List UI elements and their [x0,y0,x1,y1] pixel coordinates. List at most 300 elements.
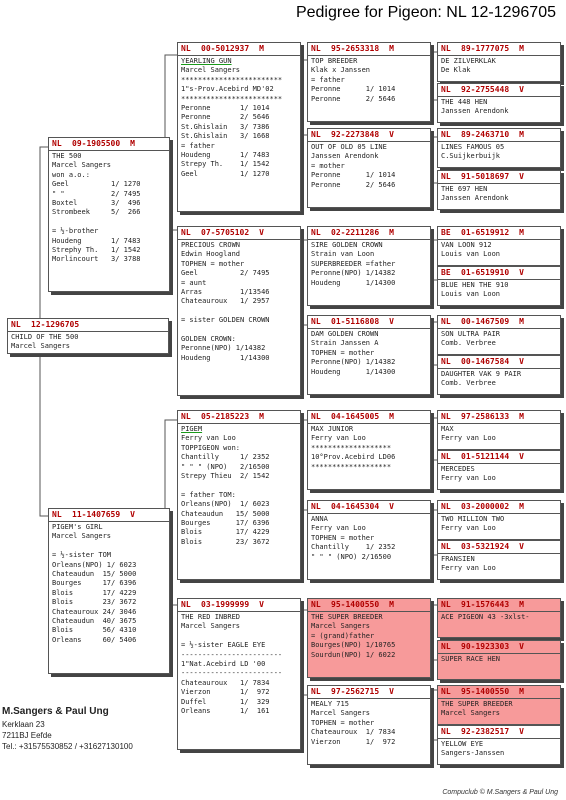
sex-code: V [519,727,524,736]
pedigree-line: YELLOW EYE [441,740,484,748]
ring-number: 91-1576443 [461,600,510,609]
pedigree-line: Chateauroux 1/ 7834 [181,678,270,687]
ring-number: 01-5116808 [331,317,380,326]
pedigree-h2 [437,83,561,123]
pedigree-lines [438,424,560,445]
sex-code: V [519,542,524,551]
pedigree-line: THE 697 HEN [441,185,488,193]
pedigree-line: Ferry van Loo [181,434,236,443]
sex-code: V [259,228,264,237]
pedigree-line: ACE PIGEON 43 -3xlst- [441,613,530,621]
pedigree-line [181,632,297,641]
country-code: NL [311,228,321,237]
pedigree-lines [308,514,430,563]
pedigree-line: Edwin Hoogland [181,250,241,259]
pedigree-line: 1"Nat.Acebird LD '00 [181,659,266,668]
pedigree-line: Comb. Verbree [441,379,496,388]
pedigree-line: TOPHEN = mother [311,348,375,357]
sex-code: M [259,44,264,53]
pedigree-line: Geel 1/ 1270 [181,169,270,178]
pedigree-lines [308,424,430,473]
pedigree-line: TOPPIGEON won: [181,443,241,452]
pedigree-line: ------------------------ [181,669,283,678]
pedigree-h11 [437,500,561,540]
pedigree-line: Comb. Verbree [441,339,496,348]
pedigree-line: Louis van Loon [441,290,501,299]
pedigree-line: Bourges 17/ 6396 [52,579,137,588]
pedigree-line: PIGEM [181,425,203,433]
pedigree-lines [438,654,560,675]
pedigree-dam [48,508,170,674]
pedigree-line: Morlincourt 3/ 3788 [52,255,141,264]
pedigree-line: TOP BREEDER [311,57,358,65]
pedigree-line: Janssen Arendonk [441,194,509,203]
country-code: BE [441,268,451,277]
pedigree-h9 [437,410,561,450]
pedigree-h3 [437,128,561,168]
pedigree-line: Marcel Sangers [181,622,241,631]
pedigree-lines [308,329,430,378]
ring-number: 92-2382517 [461,727,510,736]
pedigree-line: Bourges(NPO) 1/10765 [311,641,396,650]
country-code: NL [441,452,451,461]
pedigree-line: Peronne(NPO) 1/14382 [181,344,266,353]
ring-number: 90-1923303 [461,642,510,651]
ring-number: 00-5012937 [201,44,250,53]
ring-number: 92-2273848 [331,130,380,139]
pedigree-line: = father TOM: [181,490,236,499]
pedigree-h10 [437,450,561,490]
pedigree-h8 [437,355,561,395]
pedigree-line: Chateaudun 15/ 5000 [181,509,270,518]
pedigree-line: VAN LOON 912 [441,241,492,249]
pedigree-line: Geel 1/ 1270 [52,180,141,189]
pedigree-g7 [307,598,431,678]
pedigree-line: BLUE HEN THE 910 [441,281,509,289]
pedigree-line: Strain Janssen A [311,339,379,348]
country-code: NL [311,687,321,696]
pedigree-line: Sangers-Janssen [441,749,505,758]
sex-code: V [519,642,524,651]
country-code: NL [441,727,451,736]
pedigree-line: Arras 1/13546 [181,287,270,296]
owner-name: M.Sangers & Paul Ung [2,706,109,717]
pedigree-line: DAUGHTER VAK 9 PAIR [441,370,522,378]
pedigree-line: Ferry van Loo [311,524,366,533]
country-code: NL [441,317,451,326]
pedigree-line: Vierzon 1/ 972 [311,737,396,746]
sex-code: M [519,600,524,609]
pedigree-sire [48,137,170,292]
pedigree-line: DE ZILVERKLAK [441,57,496,65]
sex-code: V [519,85,524,94]
pedigree-h6 [437,266,561,306]
pedigree-line: = mother [311,161,345,170]
pedigree-line: Ferry van Loo [441,524,496,533]
pedigree-line: THE SUPER BREEDER [441,700,513,708]
pedigree-lines [178,612,300,717]
pedigree-line: ANNA [311,515,328,523]
pedigree-line: ************************ [181,75,283,84]
pedigree-lines [8,332,168,353]
pedigree-line: = father [181,141,215,150]
country-code: NL [441,542,451,551]
country-code: NL [311,317,321,326]
sex-code: M [130,139,135,148]
sex-code: V [389,130,394,139]
pedigree-line: MERCEDES [441,465,475,473]
pedigree-line: Chateaudun 15/ 5000 [52,569,137,578]
pedigree-line: Boxtel 3/ 496 [52,198,141,207]
ring-number: 91-5018697 [461,172,510,181]
country-code: NL [181,44,191,53]
pedigree-line [181,326,297,335]
ring-number: 89-2463710 [461,130,510,139]
pedigree-line: = ½-sister EAGLE EYE [181,641,266,650]
pedigree-line: PIGEM's GIRL [52,523,103,531]
pedigree-line: Bourges 17/ 6396 [181,518,270,527]
software-credit: Compuclub © M.Sangers & Paul Ung [442,789,558,796]
pedigree-line: MAX JUNIOR [311,425,354,433]
country-code: NL [441,687,451,696]
pedigree-line: ******************* [311,462,392,471]
pedigree-line: Chateaudun 40/ 3675 [52,616,137,625]
country-code: NL [441,85,451,94]
pedigree-line: Strombeek 5/ 266 [52,208,141,217]
pedigree-h15 [437,685,561,725]
owner-phone: Tel.: +31575530852 / +31627130100 [2,742,133,751]
pedigree-lines [438,240,560,261]
pedigree-line: De Klak [441,66,471,75]
pedigree-lines [438,280,560,301]
ring-number: 09-1905500 [72,139,121,148]
pedigree-lines [308,56,430,105]
country-code: NL [441,642,451,651]
pedigree-line: Peronne 2/ 5646 [311,180,396,189]
pedigree-line: = ½-brother [52,227,99,236]
sex-code: M [519,317,524,326]
pedigree-lines [438,369,560,390]
ring-number: 05-2185223 [201,412,250,421]
pedigree-line: THE RED INBRED [181,613,241,621]
sex-code: M [519,130,524,139]
pedigree-line: ******************* [311,443,392,452]
pedigree-line: TWO MILLION TWO [441,515,505,523]
pedigree-line: FRANSIEN [441,555,475,563]
pedigree-line: Houdeng 1/14300 [311,278,396,287]
pedigree-line: SIRE GOLDEN CROWN [311,241,383,249]
ring-number: 07-5705102 [201,228,250,237]
ring-number: 00-1467584 [461,357,510,366]
pedigree-line: C.Suijkerbuijk [441,152,501,161]
country-code: NL [311,44,321,53]
sex-code: V [130,510,135,519]
pedigree-g5 [307,410,431,490]
pedigree-line: Peronne(NPO) 1/14382 [311,358,396,367]
pedigree-line: Strain van Loon [311,250,375,259]
pedigree-line: Vierzon 1/ 972 [181,688,270,697]
pedigree-line: Orleans(NPO) 1/ 6023 [181,500,270,509]
pedigree-h16 [437,725,561,765]
pedigree-line: THE 448 HEN [441,98,488,106]
pedigree-lines [438,97,560,118]
pedigree-line: Blois 17/ 4229 [52,588,137,597]
pedigree-line: TOPHEN = mother [311,718,375,727]
pedigree-line: Strephy Th. 1/ 1542 [52,245,141,254]
pedigree-line: OUT OF OLD 05 LINE [311,143,387,151]
pedigree-lines [438,699,560,720]
pedigree-line: DAM GOLDEN CROWN [311,330,379,338]
pedigree-lines [178,240,300,364]
pedigree-h12 [437,540,561,580]
pedigree-line: 1"s-Prov.Acebird MD'02 [181,85,274,94]
pedigree-line: Peronne 2/ 5646 [311,94,396,103]
ring-number: 95-1400550 [331,600,380,609]
ring-number: 02-2211286 [331,228,380,237]
country-code: NL [311,600,321,609]
pedigree-sire-sire [177,42,301,212]
pedigree-g4 [307,315,431,395]
country-code: NL [441,412,451,421]
pedigree-line: ************************ [181,94,283,103]
pedigree-line: LINES FAMOUS 05 [441,143,505,151]
pedigree-line: Orleans 60/ 5406 [52,635,137,644]
country-code: NL [441,130,451,139]
pedigree-line: Marcel Sangers [441,709,501,718]
ring-number: 95-2653318 [331,44,380,53]
sex-code: M [519,44,524,53]
pedigree-lines [438,329,560,350]
pedigree-line: = ½-sister TOM [52,551,112,560]
pedigree-line: " " " (NPO) 2/16500 [311,552,392,561]
pedigree-lines [178,56,300,180]
pedigree-line: Duffel 1/ 329 [181,697,270,706]
ring-number: 11-1407659 [72,510,121,519]
pedigree-line: SON ULTRA PAIR [441,330,501,338]
pedigree-lines [438,739,560,760]
pedigree-g2 [307,128,431,208]
pedigree-lines [49,522,169,646]
pedigree-lines [438,464,560,485]
pedigree-line: Ferry van Loo [441,564,496,573]
pedigree-line: SUPERBREEDER =father [311,259,396,268]
pedigree-line: Strepy Thieu 2/ 1542 [181,471,270,480]
sex-code: M [259,412,264,421]
country-code: NL [181,600,191,609]
pedigree-line: Peronne 1/ 1014 [311,85,396,94]
pedigree-line [181,307,297,316]
owner-street: Kerklaan 23 [2,720,45,729]
pedigree-g3 [307,226,431,306]
pedigree-line: Marcel Sangers [311,622,371,631]
country-code: NL [441,502,451,511]
pedigree-line: Geel 2/ 7495 [181,269,270,278]
country-code: NL [181,412,191,421]
pedigree-line: Houdeng 1/14300 [181,353,270,362]
pedigree-lines [438,612,560,633]
page-title: Pedigree for Pigeon: NL 12-1296705 [295,4,556,21]
country-code: NL [52,139,62,148]
pedigree-line: Marcel Sangers [181,66,241,75]
pedigree-line: Peronne 2/ 5646 [181,113,270,122]
country-code: BE [441,228,451,237]
pedigree-line [52,542,166,551]
pedigree-line: GOLDEN CROWN: [181,334,236,343]
pedigree-dam-sire [177,410,301,580]
pedigree-lines [438,56,560,77]
pedigree-line: Strepy Th. 1/ 1542 [181,160,270,169]
pedigree-g8 [307,685,431,765]
ring-number: 03-5321924 [461,542,510,551]
sex-code: M [519,412,524,421]
sex-code: M [389,600,394,609]
pedigree-line: Peronne(NPO) 1/14382 [311,269,396,278]
country-code: NL [441,357,451,366]
pedigree-lines [178,424,300,548]
pedigree-line: Marcel Sangers [311,709,371,718]
pedigree-line: Ferry van Loo [441,434,496,443]
sex-code: M [389,228,394,237]
owner-city: 7211BJ Eefde [2,731,52,740]
pedigree-line: Chateauroux 1/ 7834 [311,728,396,737]
ring-number: 97-2586133 [461,412,510,421]
pedigree-line: Blois 17/ 4229 [181,528,270,537]
ring-number: 04-1645304 [331,502,380,511]
pedigree-line: TOPHEN = mother [181,259,245,268]
country-code: NL [311,412,321,421]
pedigree-line: Houdeng 1/ 7483 [181,150,270,159]
pedigree-line: St.Ghislain 3/ 1668 [181,132,270,141]
pedigree-line: YEARLING GUN [181,57,232,65]
pedigree-lines [438,184,560,205]
ring-number: 89-1777075 [461,44,510,53]
pedigree-line: Blois 23/ 3672 [181,537,270,546]
ring-number: 92-2755448 [461,85,510,94]
pedigree-g1 [307,42,431,122]
pedigree-line: Ferry van Loo [441,474,496,483]
ring-number: 03-2000002 [461,502,510,511]
pedigree-line: Sourdun(NPO) 1/ 6022 [311,650,396,659]
pedigree-line: = aunt [181,278,207,287]
pedigree-line: Chantilly 1/ 2352 [181,453,270,462]
pedigree-line [52,218,166,227]
ring-number: 01-6519910 [461,268,510,277]
pedigree-line: Klak x Janssen [311,66,371,75]
pedigree-line: Janssen Arendonk [441,107,509,116]
pedigree-line: Peronne 1/ 1014 [181,103,270,112]
sex-code: M [519,687,524,696]
pedigree-h4 [437,170,561,210]
ring-number: 00-1467509 [461,317,510,326]
pedigree-line: Peronne 1/ 1014 [311,171,396,180]
pedigree-line: St.Ghislain 3/ 7386 [181,122,270,131]
pedigree-lines [308,699,430,748]
ring-number: 97-2562715 [331,687,380,696]
pedigree-line: Chantilly 1/ 2352 [311,543,396,552]
pedigree-line: MAX [441,425,454,433]
sex-code: V [259,600,264,609]
sex-code: V [389,687,394,696]
pedigree-line: SUPER RACE HEN [441,655,501,663]
country-code: NL [52,510,62,519]
pedigree-line: Marcel Sangers [52,532,112,541]
country-code: NL [311,130,321,139]
pedigree-line: " " 2/ 7495 [52,189,141,198]
pedigree-lines [49,151,169,266]
ring-number: 03-1999999 [201,600,250,609]
pedigree-line: 10°Prov.Acebird LD06 [311,453,396,462]
pedigree-line: Blois 56/ 4310 [52,626,137,635]
pedigree-lines [308,142,430,191]
pedigree-line: Blois 23/ 3672 [52,598,137,607]
pedigree-line: CHILD OF THE 500 [11,333,79,341]
pedigree-line: Orleans 1/ 161 [181,706,270,715]
ring-number: 04-1645005 [331,412,380,421]
pedigree-h13 [437,598,561,638]
sex-code: M [389,412,394,421]
country-code: NL [311,502,321,511]
pedigree-line: Marcel Sangers [52,161,112,170]
pedigree-line: THE SUPER BREEDER [311,613,383,621]
pedigree-lines [308,240,430,289]
pedigree-lines [438,554,560,575]
pedigree-line: = sister GOLDEN CROWN [181,316,270,325]
pedigree-lines [438,514,560,535]
pedigree-line: = (grand)father [311,631,375,640]
sex-code: M [389,44,394,53]
pedigree-h5 [437,226,561,266]
pedigree-line [441,664,557,673]
sex-code: M [519,228,524,237]
ring-number: 01-6519912 [461,228,510,237]
ring-number: 95-1400550 [461,687,510,696]
ring-number: 01-5121144 [461,452,510,461]
country-code: NL [441,172,451,181]
pedigree-sire-dam [177,226,301,396]
pedigree-lines [438,142,560,163]
pedigree-line: Chateauroux 1/ 2957 [181,297,270,306]
pedigree-h1 [437,42,561,82]
ring-number: 12-1296705 [31,320,80,329]
pedigree-line: Ferry van Loo [311,434,366,443]
sex-code: V [519,268,524,277]
pedigree-line: THE 500 [52,152,82,160]
country-code: NL [181,228,191,237]
pedigree-line [441,622,557,631]
country-code: NL [11,320,21,329]
pedigree-line [181,481,297,490]
pedigree-line: Marcel Sangers [11,342,71,351]
pedigree-line: won a.o.: [52,170,90,179]
sex-code: M [519,502,524,511]
sex-code: V [389,317,394,326]
pedigree-line: PRECIOUS CROWN [181,241,241,249]
pedigree-line: Louis van Loon [441,250,501,259]
pedigree-line: Janssen Arendonk [311,152,379,161]
sex-code: V [519,452,524,461]
pedigree-g6 [307,500,431,580]
pedigree-line: Chateauroux 24/ 3046 [52,607,137,616]
pedigree-h7 [437,315,561,355]
pedigree-line: TOPHEN = mother [311,533,375,542]
sex-code: V [389,502,394,511]
country-code: NL [441,600,451,609]
pedigree-line: Houdeng 1/ 7483 [52,236,141,245]
pedigree-line: = father [311,75,345,84]
pedigree-lines [308,612,430,661]
pedigree-line: " " " (NPO) 2/16500 [181,462,270,471]
pedigree-main [7,318,169,354]
